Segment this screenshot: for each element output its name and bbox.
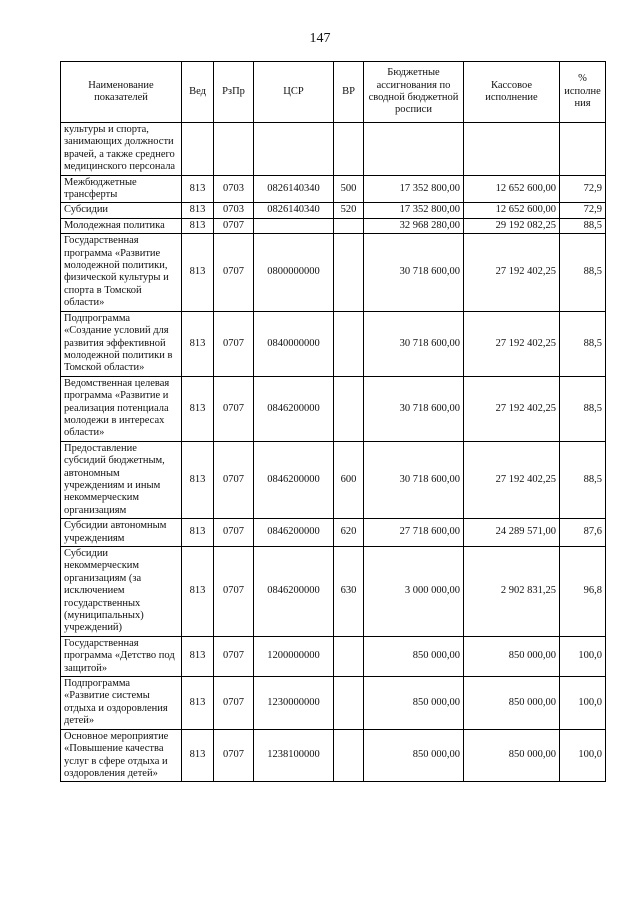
cell-ved: 813 [182, 636, 214, 676]
cell-cash: 850 000,00 [464, 677, 560, 730]
cell-vr: 630 [334, 547, 364, 637]
cell-name: Предоставление субсидий бюджетным, автономным учреждениям и иным некоммерческим организациям [61, 441, 182, 518]
cell-percent: 87,6 [560, 519, 606, 547]
cell-csr: 0840000000 [254, 311, 334, 376]
cell-percent: 88,5 [560, 234, 606, 311]
cell-vr [334, 311, 364, 376]
cell-csr: 0826140340 [254, 175, 334, 203]
cell-csr: 1200000000 [254, 636, 334, 676]
header-percent: % исполне ния [560, 62, 606, 123]
table-row [61, 636, 606, 676]
cell-name: Субсидии некоммерческим организациям (за исключением государственных (муниципальных) учреждений) [61, 547, 182, 637]
cell-vr: 500 [334, 175, 364, 203]
cell-budget: 850 000,00 [364, 729, 464, 782]
cell-csr: 0846200000 [254, 376, 334, 441]
table-row [61, 376, 606, 441]
cell-name: Государственная программа «Детство под защитой» [61, 636, 182, 676]
cell-vr: 520 [334, 203, 364, 218]
cell-cash: 24 289 571,00 [464, 519, 560, 547]
cell-name: Субсидии автономным учреждениям [61, 519, 182, 547]
cell-rzpr: 0707 [214, 376, 254, 441]
cell-percent: 72,9 [560, 203, 606, 218]
cell-cash: 850 000,00 [464, 729, 560, 782]
cell-vr [334, 123, 364, 176]
cell-cash: 850 000,00 [464, 636, 560, 676]
cell-ved [182, 123, 214, 176]
table-row [61, 218, 606, 233]
table-row [61, 234, 606, 311]
cell-budget: 850 000,00 [364, 636, 464, 676]
cell-name: Субсидии [61, 203, 182, 218]
cell-rzpr: 0707 [214, 441, 254, 518]
cell-percent: 100,0 [560, 677, 606, 730]
cell-budget: 17 352 800,00 [364, 175, 464, 203]
table-body [61, 123, 606, 782]
cell-rzpr: 0707 [214, 677, 254, 730]
cell-vr [334, 218, 364, 233]
cell-percent: 100,0 [560, 636, 606, 676]
cell-rzpr [214, 123, 254, 176]
cell-ved: 813 [182, 218, 214, 233]
cell-name: Молодежная политика [61, 218, 182, 233]
cell-ved: 813 [182, 175, 214, 203]
table-row [61, 677, 606, 730]
cell-rzpr: 0703 [214, 175, 254, 203]
cell-csr: 1230000000 [254, 677, 334, 730]
cell-name: Государственная программа «Развитие молодежной политики, физической культуры и спорта в Томской области» [61, 234, 182, 311]
cell-rzpr: 0707 [214, 636, 254, 676]
cell-percent: 88,5 [560, 376, 606, 441]
cell-budget: 30 718 600,00 [364, 234, 464, 311]
cell-budget: 30 718 600,00 [364, 441, 464, 518]
cell-vr: 600 [334, 441, 364, 518]
cell-budget: 3 000 000,00 [364, 547, 464, 637]
cell-rzpr: 0707 [214, 547, 254, 637]
cell-rzpr: 0707 [214, 729, 254, 782]
header-cash: Кассовое исполнение [464, 62, 560, 123]
cell-percent: 96,8 [560, 547, 606, 637]
cell-budget [364, 123, 464, 176]
cell-vr [334, 234, 364, 311]
cell-name: культуры и спорта, занимающих должности врачей, а также среднего медицинского персонала [61, 123, 182, 176]
cell-ved: 813 [182, 441, 214, 518]
header-rzpr: РзПр [214, 62, 254, 123]
table-row [61, 441, 606, 518]
page-number: 147 [309, 31, 331, 46]
cell-cash: 12 652 600,00 [464, 175, 560, 203]
cell-ved: 813 [182, 677, 214, 730]
table-row [61, 123, 606, 176]
cell-ved: 813 [182, 203, 214, 218]
cell-budget: 30 718 600,00 [364, 376, 464, 441]
cell-ved: 813 [182, 547, 214, 637]
cell-vr [334, 677, 364, 730]
cell-percent: 72,9 [560, 175, 606, 203]
cell-csr: 0846200000 [254, 519, 334, 547]
cell-name: Ведомственная целевая программа «Развитие и реализация потенциала молодежи в интересах области» [61, 376, 182, 441]
cell-ved: 813 [182, 311, 214, 376]
cell-name: Основное мероприятие «Повышение качества услуг в сфере отдыха и оздоровления детей» [61, 729, 182, 782]
cell-rzpr: 0707 [214, 218, 254, 233]
cell-rzpr: 0707 [214, 234, 254, 311]
cell-percent: 88,5 [560, 311, 606, 376]
cell-vr [334, 376, 364, 441]
budget-execution-table [60, 61, 606, 782]
cell-name: Межбюджетные трансферты [61, 175, 182, 203]
cell-budget: 27 718 600,00 [364, 519, 464, 547]
header-ved: Вед [182, 62, 214, 123]
cell-csr [254, 218, 334, 233]
cell-cash: 12 652 600,00 [464, 203, 560, 218]
header-name: Наименование показателей [61, 62, 182, 123]
header-vr: ВР [334, 62, 364, 123]
cell-csr: 1238100000 [254, 729, 334, 782]
cell-ved: 813 [182, 519, 214, 547]
cell-budget: 32 968 280,00 [364, 218, 464, 233]
table-row [61, 547, 606, 637]
table-header-row [61, 62, 606, 123]
cell-csr: 0800000000 [254, 234, 334, 311]
table-row [61, 311, 606, 376]
cell-ved: 813 [182, 376, 214, 441]
cell-percent: 88,5 [560, 218, 606, 233]
cell-cash [464, 123, 560, 176]
table-row [61, 175, 606, 203]
cell-percent [560, 123, 606, 176]
cell-budget: 30 718 600,00 [364, 311, 464, 376]
cell-percent: 88,5 [560, 441, 606, 518]
table-row [61, 729, 606, 782]
table-row [61, 519, 606, 547]
cell-cash: 27 192 402,25 [464, 234, 560, 311]
cell-ved: 813 [182, 234, 214, 311]
cell-percent: 100,0 [560, 729, 606, 782]
cell-vr: 620 [334, 519, 364, 547]
header-budget: Бюджетные ассигнования по сводной бюджетной росписи [364, 62, 464, 123]
cell-csr [254, 123, 334, 176]
cell-csr: 0846200000 [254, 547, 334, 637]
header-csr: ЦСР [254, 62, 334, 123]
cell-cash: 27 192 402,25 [464, 441, 560, 518]
cell-name: Подпрограмма «Развитие системы отдыха и оздоровления детей» [61, 677, 182, 730]
cell-vr [334, 636, 364, 676]
cell-ved: 813 [182, 729, 214, 782]
cell-cash: 27 192 402,25 [464, 376, 560, 441]
cell-csr: 0846200000 [254, 441, 334, 518]
cell-rzpr: 0707 [214, 311, 254, 376]
cell-budget: 850 000,00 [364, 677, 464, 730]
cell-rzpr: 0707 [214, 519, 254, 547]
cell-cash: 29 192 082,25 [464, 218, 560, 233]
table-row [61, 203, 606, 218]
cell-name: Подпрограмма «Создание условий для развития эффективной молодежной политики в Томской области» [61, 311, 182, 376]
cell-cash: 27 192 402,25 [464, 311, 560, 376]
cell-rzpr: 0703 [214, 203, 254, 218]
cell-cash: 2 902 831,25 [464, 547, 560, 637]
cell-csr: 0826140340 [254, 203, 334, 218]
cell-budget: 17 352 800,00 [364, 203, 464, 218]
cell-vr [334, 729, 364, 782]
